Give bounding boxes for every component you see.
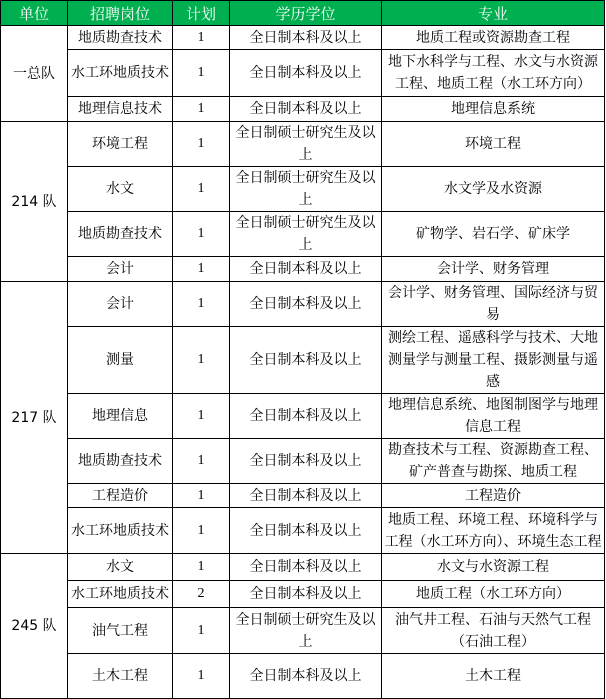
- table-row: [1, 50, 605, 97]
- table-row: [1, 484, 605, 508]
- position-cell: 水工环地质技术: [68, 508, 173, 554]
- plan-cell: 1: [173, 282, 230, 327]
- degree-cell: 全日制硕士研究生及以上: [230, 122, 382, 167]
- degree-cell: 全日制本科及以上: [230, 554, 382, 581]
- major-cell: 勘查技术与工程、资源勘查工程、矿产普查与勘探、地质工程: [382, 439, 605, 484]
- major-cell: 测绘工程、遥感科学与技术、大地测量学与测量工程、摄影测量与遥感: [382, 327, 605, 394]
- degree-cell: 全日制本科及以上: [230, 394, 382, 439]
- major-cell: 地质工程（水工环方向）: [382, 581, 605, 608]
- degree-cell: 全日制本科及以上: [230, 97, 382, 122]
- table-row: [1, 608, 605, 654]
- plan-cell: 1: [173, 26, 230, 50]
- major-cell: 水文学及水资源: [382, 167, 605, 212]
- header-major: 专业: [382, 1, 605, 26]
- major-cell: 会计学、财务管理、国际经济与贸易: [382, 282, 605, 327]
- position-cell: 会计: [68, 282, 173, 327]
- position-cell: 水工环地质技术: [68, 581, 173, 608]
- position-cell: 水文: [68, 554, 173, 581]
- position-cell: 地质勘查技术: [68, 439, 173, 484]
- degree-cell: 全日制本科及以上: [230, 484, 382, 508]
- table-row: [1, 26, 605, 50]
- major-cell: 油气井工程、石油与天然气工程（石油工程）: [382, 608, 605, 654]
- major-cell: 地理信息系统、地图制图学与地理信息工程: [382, 394, 605, 439]
- plan-cell: 1: [173, 654, 230, 699]
- plan-cell: 1: [173, 394, 230, 439]
- plan-cell: 2: [173, 581, 230, 608]
- degree-cell: 全日制硕士研究生及以上: [230, 167, 382, 212]
- unit-cell: 214 队: [1, 122, 68, 282]
- position-cell: 水文: [68, 167, 173, 212]
- major-cell: 水文与水资源工程: [382, 554, 605, 581]
- degree-cell: 全日制本科及以上: [230, 282, 382, 327]
- position-cell: 工程造价: [68, 484, 173, 508]
- plan-cell: 1: [173, 554, 230, 581]
- degree-cell: 全日制本科及以上: [230, 327, 382, 394]
- plan-cell: 1: [173, 122, 230, 167]
- plan-cell: 1: [173, 167, 230, 212]
- header-degree: 学历学位: [230, 1, 382, 26]
- unit-cell: 245 队: [1, 554, 68, 699]
- table-row: [1, 122, 605, 167]
- major-cell: 土木工程: [382, 654, 605, 699]
- position-cell: 会计: [68, 257, 173, 282]
- major-cell: 地下水科学与工程、水文与水资源工程、地质工程（水工环方向）: [382, 50, 605, 97]
- table-row: [1, 282, 605, 327]
- position-cell: 油气工程: [68, 608, 173, 654]
- plan-cell: 1: [173, 484, 230, 508]
- degree-cell: 全日制本科及以上: [230, 508, 382, 554]
- position-cell: 地质勘查技术: [68, 212, 173, 257]
- major-cell: 环境工程: [382, 122, 605, 167]
- table-row: [1, 327, 605, 394]
- major-cell: 工程造价: [382, 484, 605, 508]
- table-row: [1, 439, 605, 484]
- header-plan: 计划: [173, 1, 230, 26]
- major-cell: 会计学、财务管理: [382, 257, 605, 282]
- plan-cell: 1: [173, 212, 230, 257]
- position-cell: 测量: [68, 327, 173, 394]
- plan-cell: 1: [173, 508, 230, 554]
- position-cell: 地理信息技术: [68, 97, 173, 122]
- degree-cell: 全日制硕士研究生及以上: [230, 608, 382, 654]
- unit-cell: 217 队: [1, 282, 68, 554]
- header-unit: 单位: [1, 1, 68, 26]
- position-cell: 地质勘查技术: [68, 26, 173, 50]
- plan-cell: 1: [173, 257, 230, 282]
- table-row: [1, 167, 605, 212]
- position-cell: 水工环地质技术: [68, 50, 173, 97]
- degree-cell: 全日制本科及以上: [230, 581, 382, 608]
- plan-cell: 1: [173, 327, 230, 394]
- unit-cell: 一总队: [1, 26, 68, 122]
- table-row: [1, 581, 605, 608]
- position-cell: 地理信息: [68, 394, 173, 439]
- major-cell: 地质工程、环境工程、环境科学与工程（水工环方向）、环境生态工程: [382, 508, 605, 554]
- major-cell: 矿物学、岩石学、矿床学: [382, 212, 605, 257]
- major-cell: 地质工程或资源勘查工程: [382, 26, 605, 50]
- position-cell: 土木工程: [68, 654, 173, 699]
- plan-cell: 1: [173, 50, 230, 97]
- plan-cell: 1: [173, 608, 230, 654]
- degree-cell: 全日制硕士研究生及以上: [230, 212, 382, 257]
- plan-cell: 1: [173, 439, 230, 484]
- table-row: [1, 212, 605, 257]
- header-row: [1, 1, 605, 26]
- major-cell: 地理信息系统: [382, 97, 605, 122]
- degree-cell: 全日制本科及以上: [230, 439, 382, 484]
- degree-cell: 全日制本科及以上: [230, 654, 382, 699]
- table-row: [1, 257, 605, 282]
- degree-cell: 全日制本科及以上: [230, 50, 382, 97]
- header-position: 招聘岗位: [68, 1, 173, 26]
- position-cell: 环境工程: [68, 122, 173, 167]
- degree-cell: 全日制本科及以上: [230, 257, 382, 282]
- table-row: [1, 394, 605, 439]
- table-row: [1, 508, 605, 554]
- plan-cell: 1: [173, 97, 230, 122]
- table-row: [1, 654, 605, 699]
- degree-cell: 全日制本科及以上: [230, 26, 382, 50]
- table-row: [1, 554, 605, 581]
- table-row: [1, 97, 605, 122]
